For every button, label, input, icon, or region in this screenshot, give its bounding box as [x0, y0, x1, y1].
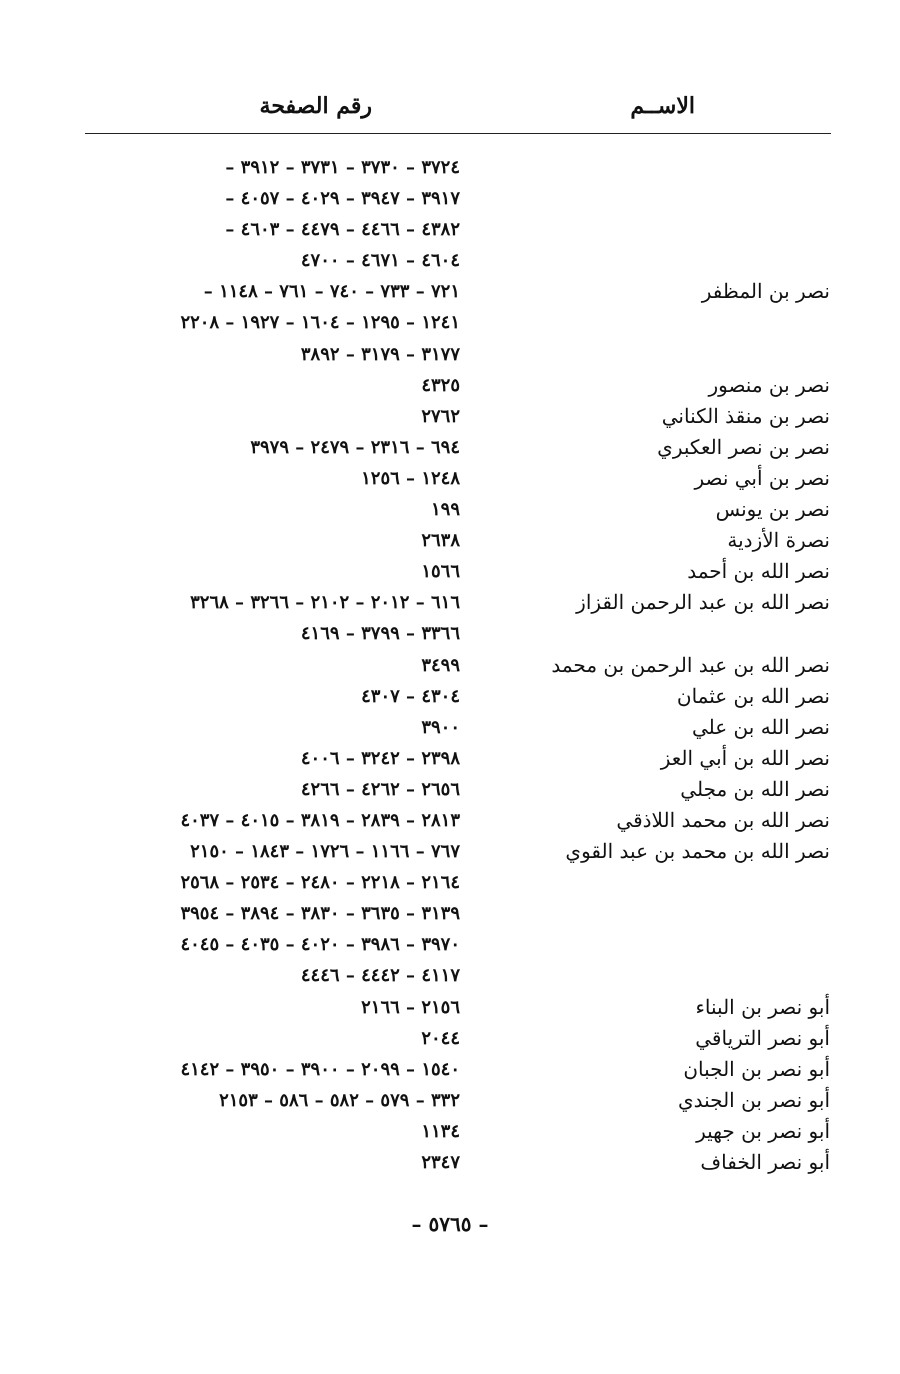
entry-page-numbers: ١١٣٤ — [421, 1120, 460, 1142]
index-row — [80, 774, 840, 805]
entry-name: نصر الله بن علي — [691, 714, 830, 739]
entry-page-numbers: ٢٦٣٨ — [421, 530, 460, 552]
entry-page-numbers: ٣١٣٩ – ٣٦٣٥ – ٣٨٣٠ – ٣٨٩٤ – ٣٩٥٤ — [180, 903, 460, 925]
entry-page-numbers: ٣٩٠٠ — [421, 716, 460, 738]
entry-page-numbers: ٣٩٧٠ – ٣٩٨٦ – ٤٠٢٠ – ٤٠٣٥ – ٤٠٤٥ — [180, 934, 460, 956]
column-header-name: الاســم — [630, 93, 695, 119]
entry-name: نصر الله بن مجلي — [680, 776, 830, 801]
index-row — [80, 276, 840, 307]
entry-page-numbers: ١٥٦٦ — [421, 561, 460, 583]
index-row — [80, 432, 840, 463]
index-row — [80, 992, 840, 1023]
entry-name: نصر بن أبي نصر — [694, 465, 830, 490]
entry-name: نصر الله بن عثمان — [676, 683, 830, 708]
index-row — [80, 214, 840, 245]
entry-name: أبو نصر بن الجندي — [677, 1087, 830, 1112]
index-row — [80, 743, 840, 774]
entry-page-numbers: ٢٦٥٦ – ٤٢٦٢ – ٤٢٦٦ — [300, 778, 460, 800]
entry-page-numbers: ٣٧٢٤ – ٣٧٣٠ – ٣٧٣١ – ٣٩١٢ – — [225, 157, 460, 178]
index-row — [80, 805, 840, 836]
entry-page-numbers: ١٢٤٨ – ١٢٥٦ — [361, 467, 460, 489]
index-row — [80, 463, 840, 494]
index-row — [80, 681, 840, 712]
entry-page-numbers: ٧٦٧ – ١١٦٦ – ١٧٢٦ – ١٨٤٣ – ٢١٥٠ — [190, 841, 460, 863]
index-row — [80, 370, 840, 401]
entry-page-numbers: ٤١١٧ – ٤٤٤٢ – ٤٤٤٦ — [300, 965, 460, 987]
entry-page-numbers: ٣١٧٧ – ٣١٧٩ – ٣٨٩٢ — [300, 343, 460, 365]
entry-page-numbers: ٤٣٠٤ – ٤٣٠٧ — [361, 685, 460, 707]
index-row — [80, 401, 840, 432]
index-row — [80, 712, 840, 743]
entry-page-numbers: ٢٣٤٧ — [421, 1152, 460, 1173]
index-row — [80, 245, 840, 276]
entry-name: أبو نصر الخفاف — [700, 1150, 830, 1174]
index-row — [80, 960, 840, 991]
header-divider — [85, 133, 831, 134]
entry-name: أبو نصر الترياقي — [695, 1025, 830, 1050]
entry-name: نصر الله بن محمد بن عبد القوي — [565, 839, 830, 864]
index-row — [80, 307, 840, 338]
index-row — [80, 650, 840, 681]
entry-page-numbers: ٣٣٦٦ – ٣٧٩٩ – ٤١٦٩ — [300, 623, 460, 645]
entry-name: أبو نصر بن البناء — [695, 994, 830, 1019]
index-row — [80, 152, 840, 183]
entry-page-numbers: ٢٨١٣ – ٢٨٣٩ – ٣٨١٩ – ٤٠١٥ – ٤٠٣٧ — [180, 809, 460, 831]
entry-page-numbers: ٢٣٩٨ – ٣٢٤٢ – ٤٠٠٦ — [300, 747, 460, 769]
index-row — [80, 618, 840, 649]
index-row — [80, 525, 840, 556]
entry-name: نصرة الأزدية — [727, 528, 830, 553]
column-header-page-numbers: رقم الصفحة — [259, 93, 372, 119]
index-row — [80, 898, 840, 929]
index-row — [80, 1116, 840, 1147]
entry-page-numbers: ٦٩٤ – ٢٣١٦ – ٢٤٧٩ – ٣٩٧٩ — [250, 436, 460, 458]
entry-page-numbers: ٣٩١٧ – ٣٩٤٧ – ٤٠٢٩ – ٤٠٥٧ – — [225, 188, 460, 210]
entry-name: نصر بن نصر العكبري — [657, 434, 830, 459]
entry-page-numbers: ١٢٤١ – ١٢٩٥ – ١٦٠٤ – ١٩٢٧ – ٢٢٠٨ — [180, 312, 460, 334]
entry-name: نصر الله بن عبد الرحمن القزاز — [576, 590, 830, 615]
entry-name: نصر بن يونس — [715, 497, 830, 522]
entry-page-numbers: ٤٣٨٢ – ٤٤٦٦ – ٤٤٧٩ – ٤٦٠٣ – — [225, 219, 460, 241]
index-row — [80, 587, 840, 618]
entry-page-numbers: ٤٦٠٤ – ٤٦٧١ – ٤٧٠٠ — [300, 250, 460, 272]
index-row — [80, 183, 840, 214]
page-number: – ٥٧٦٥ – — [411, 1212, 489, 1236]
entry-name: نصر الله بن أحمد — [687, 559, 830, 584]
index-row — [80, 556, 840, 587]
entry-name: نصر الله بن أبي العز — [660, 745, 830, 770]
entry-name: أبو نصر بن جهير — [696, 1118, 830, 1143]
index-row — [80, 1054, 840, 1085]
entry-name: نصر الله بن عبد الرحمن بن محمد — [551, 652, 830, 677]
index-row — [80, 339, 840, 370]
entry-page-numbers: ٣٤٩٩ — [421, 654, 460, 676]
entry-page-numbers: ٤٣٢٥ — [421, 374, 460, 396]
entry-name: نصر بن منصور — [708, 372, 830, 397]
entry-page-numbers: ٢٧٦٢ — [421, 405, 460, 427]
entry-page-numbers: ٢٠٤٤ — [421, 1027, 460, 1049]
index-row — [80, 867, 840, 898]
entry-name: نصر بن المظفر — [701, 279, 830, 304]
entry-page-numbers: ٧٢١ – ٧٣٣ – ٧٤٠ – ٧٦١ – ١١٤٨ – — [203, 281, 460, 303]
index-row — [80, 1085, 840, 1116]
entry-page-numbers: ٣٣٢ – ٥٧٩ – ٥٨٢ – ٥٨٦ – ٢١٥٣ — [219, 1089, 460, 1111]
entry-page-numbers: ٦١٦ – ٢٠١٢ – ٢١٠٢ – ٣٢٦٦ – ٣٢٦٨ — [190, 592, 460, 614]
entry-name: أبو نصر بن الجبان — [683, 1056, 830, 1081]
index-entries — [80, 152, 840, 1178]
index-row — [80, 1023, 840, 1054]
index-row — [80, 836, 840, 867]
entry-name: نصر الله بن محمد اللاذقي — [616, 807, 830, 832]
index-row — [80, 929, 840, 960]
index-row — [80, 494, 840, 525]
entry-page-numbers: ١٩٩ — [430, 499, 460, 521]
entry-page-numbers: ٢١٥٦ – ٢١٦٦ — [361, 996, 460, 1018]
entry-name: نصر بن منقذ الكناني — [661, 403, 830, 428]
entry-page-numbers: ٢١٦٤ – ٢٢١٨ – ٢٤٨٠ – ٢٥٣٤ – ٢٥٦٨ — [180, 872, 460, 894]
entry-page-numbers: ١٥٤٠ – ٢٠٩٩ – ٣٩٠٠ – ٣٩٥٠ – ٤١٤٢ — [180, 1058, 460, 1080]
index-row — [80, 1147, 840, 1178]
